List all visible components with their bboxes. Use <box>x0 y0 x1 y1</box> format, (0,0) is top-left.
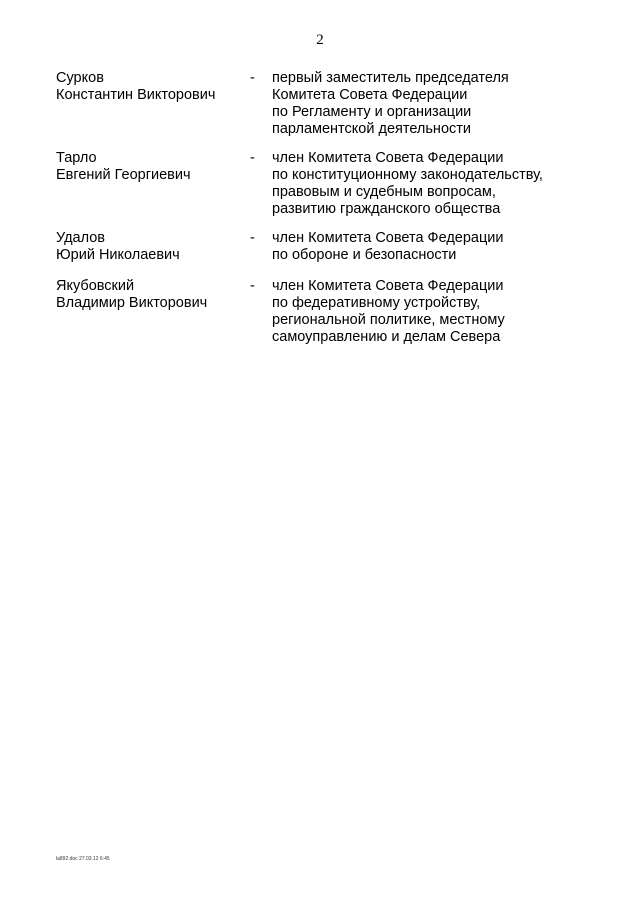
position-line: по Регламенту и организации <box>272 104 472 120</box>
position-line: по обороне и безопасности <box>272 247 457 263</box>
position-line: член Комитета Совета Федерации <box>272 150 504 166</box>
dash-separator: - <box>250 70 255 86</box>
member-name <box>56 278 236 312</box>
member-given-name: Константин Викторович <box>56 87 216 103</box>
document-footer: la892.doc 27.03.12 6:45 <box>56 856 110 862</box>
position-line: член Комитета Совета Федерации <box>272 230 504 246</box>
member-position <box>272 150 602 218</box>
member-name <box>56 150 236 184</box>
member-surname: Тарло <box>56 150 97 166</box>
position-line: член Комитета Совета Федерации <box>272 278 504 294</box>
member-name <box>56 230 236 264</box>
member-surname: Сурков <box>56 70 104 86</box>
member-name <box>56 70 236 104</box>
member-position <box>272 230 602 264</box>
position-line: парламентской деятельности <box>272 121 471 137</box>
member-given-name: Юрий Николаевич <box>56 247 180 263</box>
position-line: региональной политике, местному <box>272 312 505 328</box>
member-surname: Удалов <box>56 230 105 246</box>
member-entry <box>0 70 640 150</box>
member-given-name: Евгений Георгиевич <box>56 167 191 183</box>
dash-separator: - <box>250 150 255 166</box>
position-line: по федеративному устройству, <box>272 295 481 311</box>
position-line: правовым и судебным вопросам, <box>272 184 496 200</box>
page-number: 2 <box>316 32 324 48</box>
member-entry <box>0 230 640 278</box>
dash-separator: - <box>250 230 255 246</box>
member-list <box>0 70 640 358</box>
member-entry <box>0 278 640 358</box>
member-position <box>272 278 602 346</box>
member-given-name: Владимир Викторович <box>56 295 208 311</box>
position-line: самоуправлению и делам Севера <box>272 329 501 345</box>
position-line: по конституционному законодательству, <box>272 167 543 183</box>
dash-separator: - <box>250 278 255 294</box>
position-line: первый заместитель председателя <box>272 70 509 86</box>
member-surname: Якубовский <box>56 278 135 294</box>
member-position <box>272 70 602 138</box>
position-line: развитию гражданского общества <box>272 201 501 217</box>
position-line: Комитета Совета Федерации <box>272 87 468 103</box>
member-entry <box>0 150 640 230</box>
